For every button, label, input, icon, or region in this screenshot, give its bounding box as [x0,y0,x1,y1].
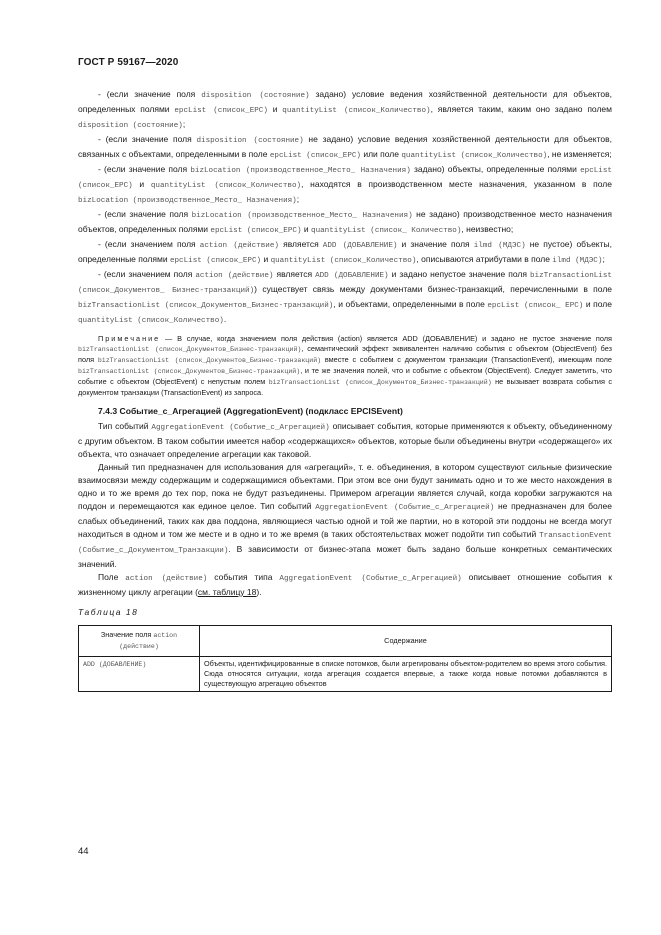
paragraph-action-add-ilmd: - (если значением поля action (действие) является ADD (ДОБАВЛЕНИЕ) и значение поля ilmd (МДЭС) не пустое) объекты, определенные полями epcList (список_EPC) и quantityList (список_Количество), описываются атрибутами в поле ilmd (МДЭС); [78,239,612,265]
table-18-link[interactable]: см. таблицу 18 [197,587,257,597]
paragraph-aggregation-usage: Данный тип предназначен для использования для «агрегаций», т. е. объединения, в котором существуют сильные физические взаимосвязи между содержащим и содержащимися объектами. При этом все они будут занимать одно и то же место нахождения в одно и то же время до тех пор, пока не будут разъединены. Примером агрегации является случай, когда коробки загружаются на поддон и перемещаются как единое целое. Тип событий AggregationEvent (Событие_с_Агрегацией) не предназначен для более слабых объединений, таких как два поддона, являющиеся частью одной и той же партии, но в которой эти поддоны не всегда могут находиться в одном и том же месте и в одно и то же время (в таких обстоятельствах может подойти тип событий TransactionEvent (Событие_с_Документом_Транзакции). В зависимости от бизнес-этапа может быть задано больше конкретных семантических значений. [78,462,612,569]
paragraph-action-field: Поле action (действие) события типа AggregationEvent (Событие_с_Агрегацией) описывает отношение события к жизненному циклу агрегации (см. таблицу 18). [78,572,612,597]
table-cell-value: ADD (ДОБАВЛЕНИЕ) [79,657,200,692]
paragraph-disposition-unset: - (если значение поля disposition (состояние) не задано) условие ведения хозяйственной деятельности для объектов, связанных с объектами, определенными в поле epcList (список_EPC) или поле quantityList (список_Количество), не изменяется; [78,134,612,160]
page-number: 44 [78,846,89,857]
section-heading: 7.4.3 Событие_с_Агрегацией (AggregationEvent) (подкласс EPCISEvent) [98,406,403,416]
paragraph-bizlocation-unset: - (если значение поля bizLocation (производственное_Место_ Назначения) не задано) производственное место назначения объектов, определенных полями epcList (список_EPC) и quantityList (список_ Количество), неизвестно; [78,209,612,235]
paragraph-action-add-biztransaction: - (если значением поля action (действие) является ADD (ДОБАВЛЕНИЕ) и задано непустое значение поля bizTransactionList (список_Документов_ Бизнес-транзакций)) существует связь между документами бизнес-транзакций, перечисленными в поле bizTransactionList (список_Документов_Бизнес-транзакций), и объектами, определенными в поле epcList (список_ EPC) и поле quantityList (список_Количество). [78,269,613,325]
page-body [78,88,612,692]
document-code: ГОСТ Р 59167—2020 [78,57,179,68]
paragraph-disposition-set: - (если значение поля disposition (состояние) задано) условие ведения хозяйственной деятельности для объектов, определенных полями epcList (список_EPC) и quantityList (список_Количество), является таким, каким оно задано полем disposition (состояние); [78,89,613,130]
paragraph-bizlocation-set: - (если значение поля bizLocation (производственное_Место_ Назначения) задано) объекты, определенные полями epcList (список_EPC) и quantityList (список_Количество), находятся в производственном месте назначения, указанном в поле bizLocation (производственное_Место_ Назначения); [78,164,612,205]
table-header-content: Содержание [200,626,612,657]
paragraph-aggregation-definition: Тип событий AggregationEvent (Событие_с_Агрегацией) описывает события, которые применяются к объекту, объединенному с другим объектом. В таком событии имеется набор «содержащихся» объектов, которые были объединены внутри «содержащего» их объекта, что означает определение агрегации как таковой. [78,421,612,459]
table-18 [78,625,612,692]
table-caption: Таблица 18 [78,607,139,617]
table-header-row [79,626,612,657]
note-label: Примечание [98,334,161,343]
table-header-value: Значение поля action (действие) [79,626,200,657]
table-row [79,657,612,692]
note-paragraph: Примечание — В случае, когда значением поля действия (action) является ADD (ДОБАВЛЕНИЕ) и задано не пустое значение поля bizTransactionList (список_Документов_Бизнес-транзакций), семантический эффект эквивалентен наличию события с объектом (ObjectEvent) без поля bizTransactionList (список_Документов_Бизнес-транзакций) вместе с событием с документом транзакции (TransactionEvent), имеющим поле bizTransactionList (список_Документов_Бизнес-транзакций), и те же значения полей, что и событие с объектом (ObjectEvent). Следует заметить, что событие с объектом (ObjectEvent) с непустым полем bizTransactionList (список_Документов_Бизнес-транзакций) не вызывает возврата события с документом транзакции (TransactionEvent) из запроса. [78,334,613,397]
table-cell-content: Объекты, идентифицированные в списке потомков, были агрегированы объектом-родителем во время этого события. Сюда относятся ситуации, когда агрегация создается впервые, а также когда новые потомки добавляются в существующую агрегацию объектов [200,657,612,692]
